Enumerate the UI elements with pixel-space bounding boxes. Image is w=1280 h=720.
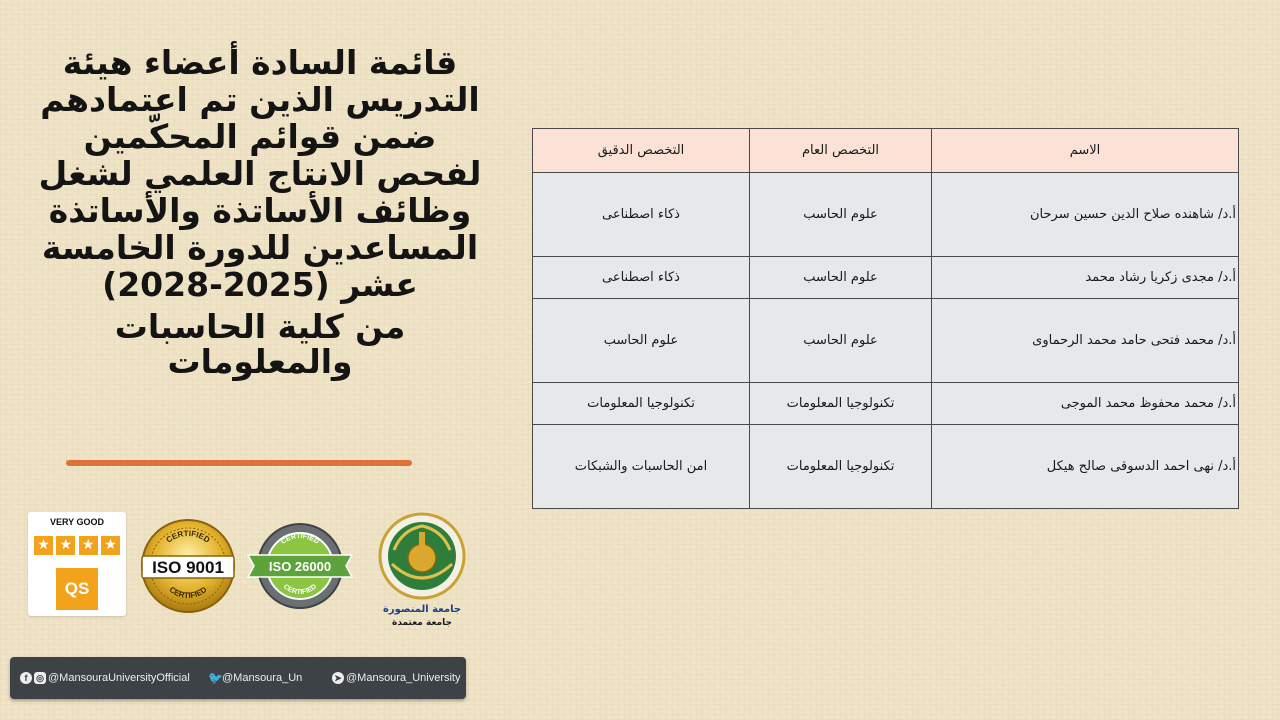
faculty-table [532, 128, 1239, 509]
cell-name: أ.د/ محمد محفوظ محمد الموجى [932, 383, 1239, 425]
header-general-specialty: التخصص العام [750, 129, 932, 173]
qs-rating-label: VERY GOOD [49, 517, 104, 527]
cell-general-specialty: تكنولوجيا المعلومات [750, 383, 932, 425]
title-block [30, 44, 490, 379]
iso-9001-seal [140, 518, 236, 614]
table-row [533, 383, 1239, 425]
cell-specific-specialty: علوم الحاسب [533, 299, 750, 383]
star-icon: ★ [56, 536, 75, 555]
social-facebook-instagram[interactable] [20, 672, 190, 684]
iso-26000-label: ISO 26000 [268, 559, 332, 574]
university-name: جامعة المنصورة [382, 604, 462, 615]
cell-general-specialty: علوم الحاسب [750, 173, 932, 257]
telegram-icon: ➤ [332, 672, 344, 684]
social-twitter[interactable] [208, 672, 302, 684]
social-links-bar [10, 657, 466, 699]
qs-rating-logo [28, 512, 126, 616]
instagram-icon: ◎ [34, 672, 46, 684]
star-icon: ★ [79, 536, 98, 555]
table-header-row [533, 129, 1239, 173]
faculty-table-wrapper [532, 128, 1238, 509]
page-title: قائمة السادة أعضاء هيئة التدريس الذين تم اعتمادهم ضمن قوائم المحكّمين لفحص الانتاج العلمي لشغل وظائف الأساتذة والأساتذة المساعدين للدورة الخامسة عشر (2025-2028) [38, 43, 482, 304]
cell-general-specialty: علوم الحاسب [750, 257, 932, 299]
cell-specific-specialty: ذكاء اصطناعى [533, 257, 750, 299]
table-row [533, 425, 1239, 509]
social-telegram[interactable] [332, 672, 461, 684]
iso-9001-top-label: CERTIFIED [164, 528, 212, 545]
mansoura-university-logo [372, 510, 472, 628]
cell-general-specialty: تكنولوجيا المعلومات [750, 425, 932, 509]
table-row [533, 173, 1239, 257]
social-telegram-handle: @Mansoura_University [346, 672, 461, 684]
cell-general-specialty: علوم الحاسب [750, 299, 932, 383]
cell-name: أ.د/ نهى احمد الدسوقى صالح هيكل [932, 425, 1239, 509]
star-icon: ★ [34, 536, 53, 555]
iso-9001-bottom-label: CERTIFIED [167, 584, 209, 601]
title-divider [66, 460, 412, 466]
header-specific-specialty: التخصص الدقيق [533, 129, 750, 173]
qs-stars [34, 536, 120, 555]
university-tagline: جامعة معتمدة [392, 618, 452, 628]
star-icon: ★ [101, 536, 120, 555]
twitter-icon: 🐦 [208, 671, 223, 685]
iso-26000-seal [246, 522, 354, 610]
iso-26000-bottom-label: CERTIFIED [281, 583, 319, 597]
iso-9001-label: ISO 9001 [152, 558, 224, 577]
header-name: الاسم [932, 129, 1239, 173]
cell-name: أ.د/ مجدى زكريا رشاد محمد [932, 257, 1239, 299]
table-row [533, 257, 1239, 299]
facebook-icon: f [20, 672, 32, 684]
social-twitter-handle: @Mansoura_Un [222, 672, 303, 684]
cell-name: أ.د/ محمد فتحى حامد محمد الرحماوى [932, 299, 1239, 383]
cell-specific-specialty: تكنولوجيا المعلومات [533, 383, 750, 425]
cell-name: أ.د/ شاهنده صلاح الدين حسين سرحان [932, 173, 1239, 257]
cell-specific-specialty: ذكاء اصطناعى [533, 173, 750, 257]
qs-logo-text: QS [56, 568, 98, 610]
table-row [533, 299, 1239, 383]
page-subtitle: من كلية الحاسبات والمعلومات [114, 307, 406, 381]
social-facebook-instagram-handle: @MansouraUniversityOfficial [48, 672, 190, 684]
cell-specific-specialty: امن الحاسبات والشبكات [533, 425, 750, 509]
iso-26000-top-label: CERTIFIED [280, 532, 320, 546]
